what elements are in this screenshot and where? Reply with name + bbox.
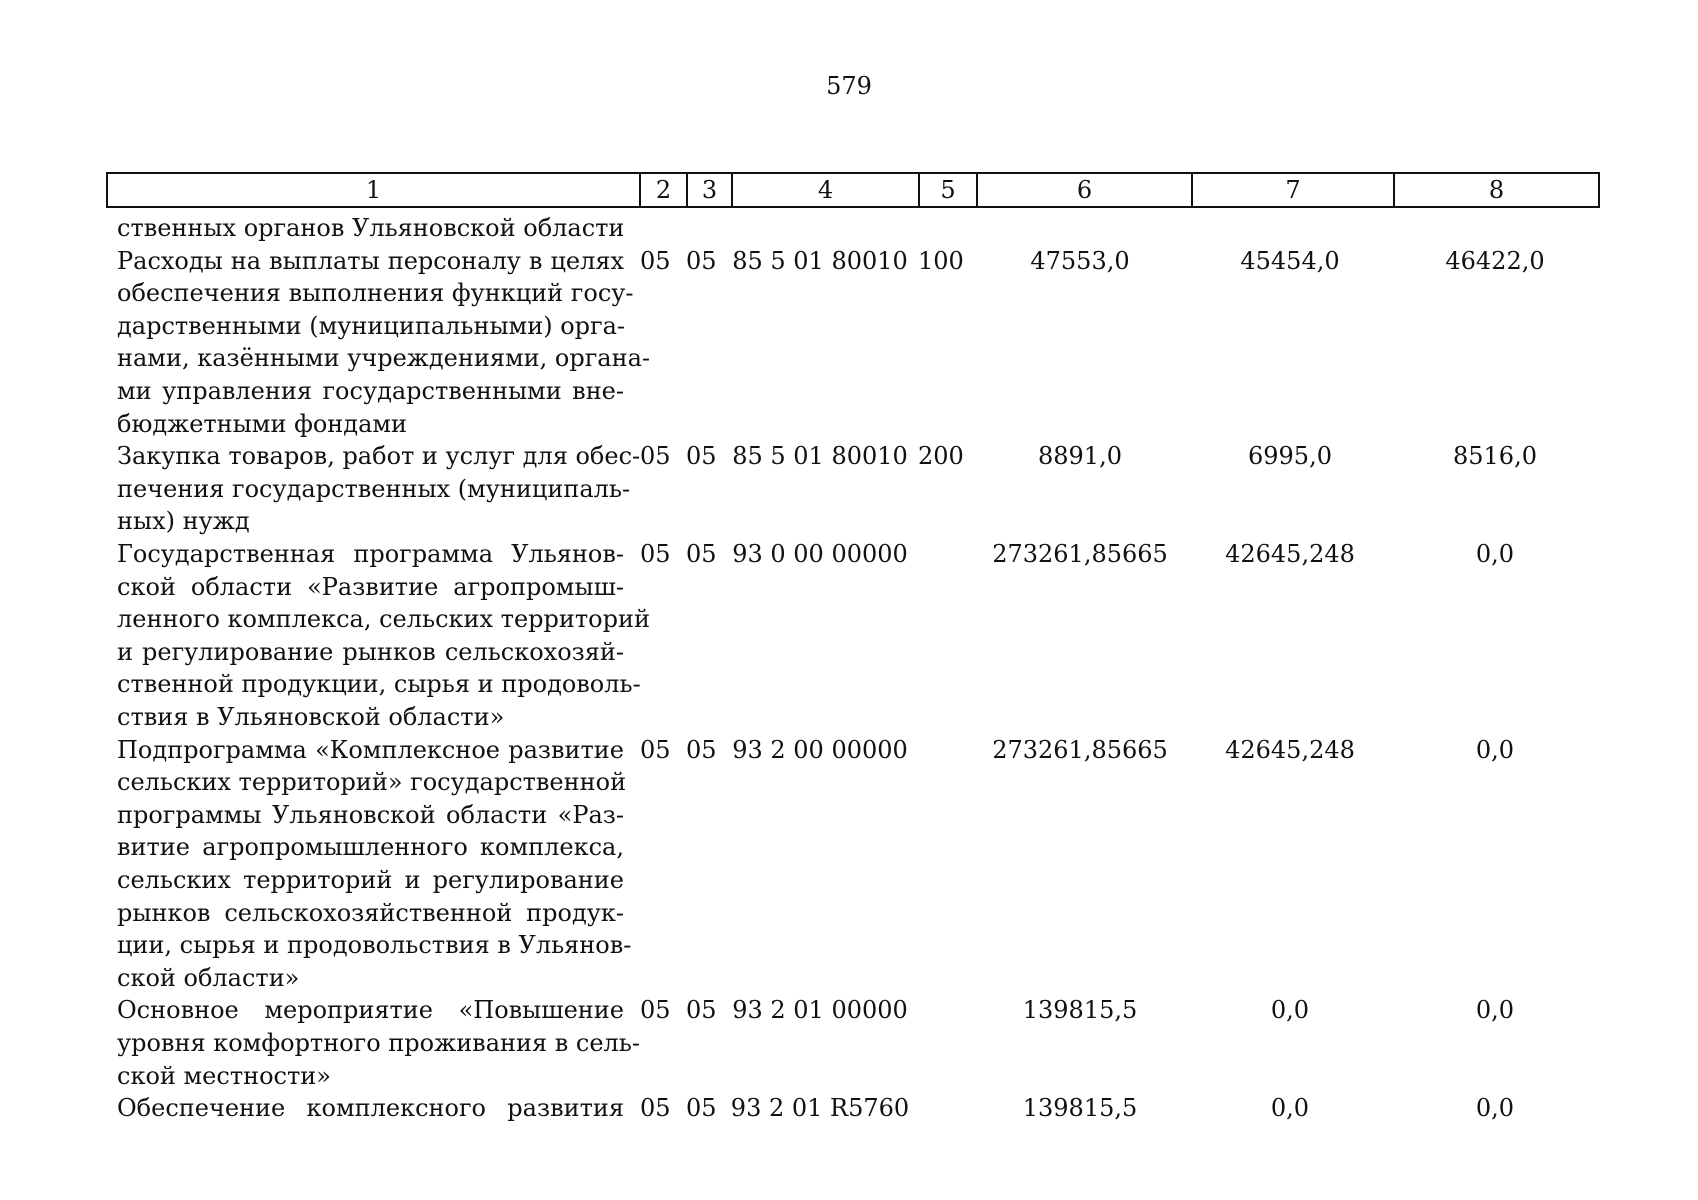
amount-col-8: 0,0 (1475, 540, 1515, 568)
row-description-line: нами, казёнными учреждениями, органа- (117, 344, 650, 373)
amount-col-8: 46422,0 (1445, 246, 1545, 275)
row-description-line: ственной продукции, сырья и продоволь- (117, 670, 641, 699)
section-code: 05 (640, 442, 671, 471)
column-header: 4 (732, 173, 919, 207)
row-description-line: ской местности» (117, 1061, 331, 1090)
amount-col-8: 0,0 (1475, 996, 1515, 1025)
amount-col-7: 6995,0 (1248, 442, 1332, 471)
amount-col-6: 139815,5 (1022, 996, 1138, 1025)
row-description-line: Закупка товаров, работ и услуг для обес- (117, 442, 641, 471)
amount-col-7: 42645,248 (1225, 540, 1355, 568)
page-number: 579 (826, 72, 872, 100)
amount-col-7: 0,0 (1270, 996, 1310, 1025)
amount-col-7: 45454,0 (1240, 246, 1340, 275)
target-article-code: 93 2 01 00000 (732, 996, 908, 1025)
row-description-line: уровня комфортного проживания в сель- (117, 1029, 640, 1057)
column-header: 5 (919, 173, 977, 207)
row-description-line: рынков сельскохозяйственной продук- (117, 898, 624, 927)
section-code: 05 (640, 1094, 671, 1123)
subsection-code: 05 (686, 540, 717, 568)
column-header: 1 (107, 173, 640, 207)
amount-col-8: 8516,0 (1453, 442, 1537, 471)
target-article-code: 93 2 01 R5760 (730, 1094, 910, 1123)
row-description-line: программы Ульяновской области «Раз- (117, 800, 624, 829)
row-description-line: ми управления государственными вне- (117, 377, 624, 405)
row-description-line: ных) нужд (117, 507, 250, 536)
section-code: 05 (640, 246, 671, 275)
target-article-code: 93 0 00 00000 (732, 540, 908, 568)
section-code: 05 (640, 996, 671, 1025)
amount-col-8: 0,0 (1475, 1094, 1515, 1123)
target-article-code: 85 5 01 80010 (732, 246, 908, 275)
column-header-table (106, 172, 1600, 208)
row-description-line: дарственными (муниципальными) орга- (117, 311, 626, 340)
column-header: 6 (977, 173, 1192, 207)
column-header: 2 (640, 173, 687, 207)
amount-col-7: 42645,248 (1225, 735, 1355, 764)
amount-col-6: 47553,0 (1030, 246, 1130, 275)
row-description-line: сельских территорий» государственной (117, 768, 627, 797)
row-description-line: ции, сырья и продовольствия в Ульянов- (117, 931, 632, 960)
row-description-line: печения государственных (муниципаль- (117, 474, 631, 503)
subsection-code: 05 (686, 246, 717, 275)
expense-type-code: 200 (918, 442, 964, 471)
row-description-line: ствия в Ульяновской области» (117, 703, 505, 731)
row-description-line: Основное мероприятие «Повышение (117, 996, 624, 1025)
subsection-code: 05 (686, 735, 717, 764)
row-description-line: Обеспечение комплексного развития (117, 1094, 624, 1123)
amount-col-7: 0,0 (1270, 1094, 1310, 1123)
row-description-line: витие агропромышленного комплекса, (117, 833, 624, 862)
column-header: 8 (1394, 173, 1599, 207)
section-code: 05 (640, 735, 671, 764)
row-description-line: сельских территорий и регулирование (117, 866, 624, 894)
row-description-line: Подпрограмма «Комплексное развитие (117, 735, 624, 764)
subsection-code: 05 (686, 996, 717, 1025)
row-description-line: Расходы на выплаты персоналу в целях (117, 246, 624, 275)
row-description-line: бюджетными фондами (117, 409, 408, 438)
row-description-line: ской области» (117, 963, 300, 992)
row-description-line: и регулирование рынков сельскохозяй- (117, 637, 624, 666)
row-description-line: Государственная программа Ульянов- (117, 540, 624, 568)
target-article-code: 85 5 01 80010 (732, 442, 908, 471)
subsection-code: 05 (686, 442, 717, 471)
column-header-row (107, 173, 1599, 207)
amount-col-8: 0,0 (1475, 735, 1515, 764)
row-description-line: ленного комплекса, сельских территорий (117, 605, 650, 634)
column-header: 7 (1192, 173, 1394, 207)
subsection-code: 05 (686, 1094, 717, 1123)
amount-col-6: 273261,85665 (992, 735, 1168, 764)
row-description-line: ственных органов Ульяновской области (117, 214, 625, 242)
amount-col-6: 139815,5 (1022, 1094, 1138, 1123)
section-code: 05 (640, 540, 671, 568)
target-article-code: 93 2 00 00000 (732, 735, 908, 764)
amount-col-6: 8891,0 (1038, 442, 1122, 471)
expense-type-code: 100 (918, 246, 964, 275)
row-description-line: обеспечения выполнения функций госу- (117, 279, 634, 308)
column-header: 3 (687, 173, 732, 207)
amount-col-6: 273261,85665 (992, 540, 1168, 568)
row-description-line: ской области «Развитие агропромыш- (117, 572, 624, 601)
